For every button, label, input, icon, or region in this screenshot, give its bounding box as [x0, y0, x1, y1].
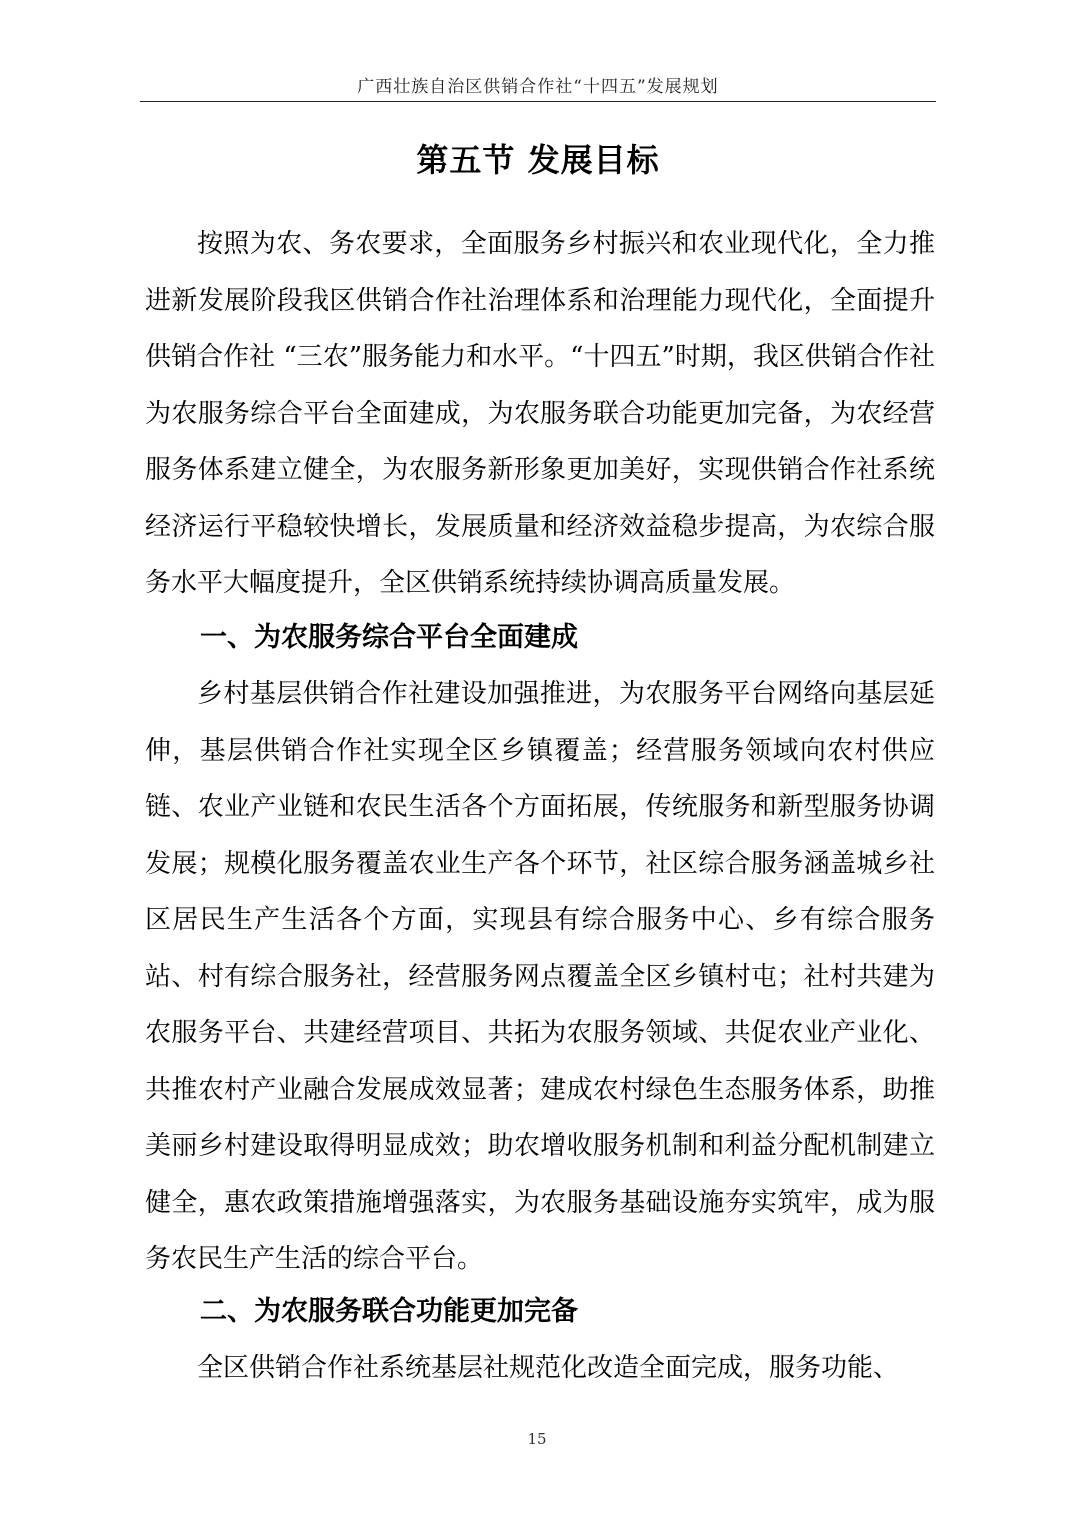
page-number: 15	[527, 1430, 547, 1448]
subheading-2: 二、为农服务联合功能更加完备	[200, 1296, 578, 1327]
subsection-2-paragraph: 全区供销合作社系统基层社规范化改造全面完成，服务功能、	[197, 1353, 900, 1383]
section-title: 第五节 发展目标	[416, 141, 660, 179]
subheading-1: 一、为农服务综合平台全面建成	[200, 622, 578, 653]
header-divider	[140, 101, 936, 102]
running-header: 广西壮族自治区供销合作社“十四五”发展规划	[357, 77, 719, 97]
intro-paragraph: 按照为农、务农要求，全面服务乡村振兴和农业现代化，全力推进新发展阶段我区供销合作社治理体系和治理能力现代化，全面提升供销合作社 “三农”服务能力和水平。“十四五”时期，我区供销合作社为农服务综合平台全面建成，为农服务联合功能更加完备，为农经营服务体系建立健全，为农服务新形象更加美好，实现供销合作社系统经济运行平稳较快增长，发展质量和经济效益稳步提高，为农综合服务水平大幅度提升，全区供销系统持续协调高质量发展。	[145, 229, 935, 598]
subsection-1-paragraph: 乡村基层供销合作社建设加强推进，为农服务平台网络向基层延伸，基层供销合作社实现全区乡镇覆盖；经营服务领域向农村供应链、农业产业链和农民生活各个方面拓展，传统服务和新型服务协调发展；规模化服务覆盖农业生产各个环节，社区综合服务涵盖城乡社区居民生产生活各个方面，实现县有综合服务中心、乡有综合服务站、村有综合服务社，经营服务网点覆盖全区乡镇村屯；社村共建为农服务平台、共建经营项目、共拓为农服务领域、共促农业产业化、共推农村产业融合发展成效显著；建成农村绿色生态服务体系，助推美丽乡村建设取得明显成效；助农增收服务机制和利益分配机制建立健全，惠农政策措施增强落实，为农服务基础设施夯实筑牢，成为服务农民生产生活的综合平台。	[145, 679, 935, 1274]
